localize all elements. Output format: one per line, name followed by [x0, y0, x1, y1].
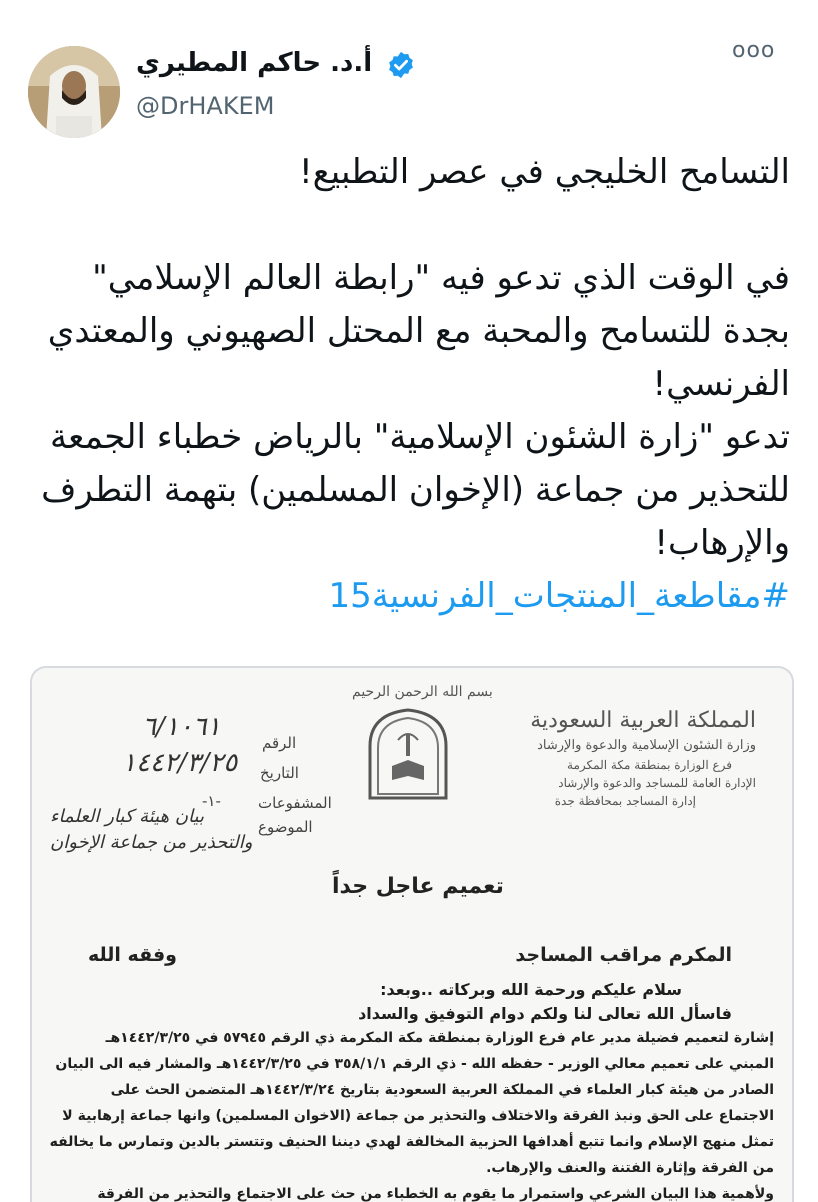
field-label: التاريخ — [260, 764, 299, 782]
field-label: الموضوع — [258, 818, 313, 836]
body-line: ولأهمية هذا البيان الشرعي واستمرار ما يقوم به الخطباء من حث على الاجتماع والتحذير من الفرقة — [97, 1186, 774, 1202]
field-label: الرقم — [262, 734, 297, 752]
tweet-paragraph: تدعو "زارة الشئون الإسلامية" بالرياض خطباء الجمعة للتحذير من جماعة (الإخوان المسلمين) بتهمة التطرف والإرهاب! — [41, 417, 790, 563]
tweet-paragraph: في الوقت الذي تدعو فيه "رابطة العالم الإسلامي" بجدة للتسامح والمحبة مع المحتل الصهيوني والمعتدي الفرنسي! — [47, 258, 790, 404]
gov-line: وزارة الشئون الإسلامية والدعوة والإرشاد — [537, 738, 756, 753]
gov-line: فرع الوزارة بمنطقة مكة المكرمة — [567, 758, 732, 772]
ministry-emblem-icon — [362, 706, 454, 802]
body-line: الاجتماع على الحق ونبذ الفرقة والاختلاف والتحذير من جماعة (الاخوان المسلمين) وانها جماعة إرهابية لا — [62, 1108, 774, 1124]
avatar[interactable] — [28, 46, 120, 138]
user-handle[interactable]: @DrHAKEM — [136, 92, 275, 120]
body-line: سلام عليكم ورحمة الله وبركاته ..وبعد: — [380, 980, 682, 999]
field-value: -١- — [202, 792, 221, 810]
basmala: بسم الله الرحمن الرحيم — [352, 684, 493, 700]
body-line: فاسأل الله تعالى لنا ولكم دوام التوفيق والسداد — [358, 1004, 732, 1023]
field-label: المشفوعات — [258, 794, 332, 812]
gov-line: المملكة العربية السعودية — [530, 708, 756, 733]
gov-line: إدارة المساجد بمحافظة جدة — [554, 794, 696, 808]
body-line: من الفرقة وإثارة الفتنة والعنف والإرهاب. — [486, 1160, 774, 1176]
verified-badge-icon — [386, 50, 416, 80]
field-value: بيان هيئة كبار العلماء — [50, 806, 204, 827]
tweet-header — [0, 18, 818, 128]
blessing: وفقه الله — [88, 944, 177, 966]
body-line: الصادر من هيئة كبار العلماء في المملكة العربية السعودية بتاريخ ١٤٤٢/٣/٢٤هـ المتضمن الحث على — [110, 1082, 774, 1098]
body-line: تمثل منهج الإسلام وانما تتبع أهدافها الحزبية المخالفة لهدي ديننا الحنيف وتتستر بالدين وتمارس ما يخالفه — [49, 1134, 774, 1150]
more-options-icon[interactable]: ooo — [732, 38, 776, 63]
gov-line: الإدارة العامة للمساجد والدعوة والإرشاد — [558, 776, 756, 790]
tweet-text — [30, 146, 790, 623]
avatar-image — [28, 46, 120, 138]
body-line: إشارة لتعميم فضيلة مدير عام فرع الوزارة بمنطقة مكة المكرمة ذي الرقم ٥٧٩٤٥ في ١٤٤٢/٣/٢٥هـ — [105, 1030, 774, 1046]
field-value: ٦/١٠٦١ — [142, 712, 221, 742]
display-name[interactable]: أ.د. حاكم المطيري — [136, 48, 373, 78]
circular-title: تعميم عاجل جداً — [332, 874, 504, 899]
field-value: ١٤٤٢/٣/٢٥ — [122, 748, 238, 778]
body-line: المبني على تعميم معالي الوزير - حفظه الله - ذي الرقم ٣٥٨/١/١ في ١٤٤٢/٣/٢٥هـ والمشار فيه الى البيان — [55, 1056, 774, 1072]
addressee: المكرم مراقب المساجد — [515, 944, 732, 966]
attached-document-image[interactable] — [30, 666, 794, 1202]
field-value: والتحذير من جماعة الإخوان — [50, 832, 253, 853]
tweet-line: التسامح الخليجي في عصر التطبيع! — [298, 152, 790, 192]
hashtag-link[interactable]: #مقاطعة_المنتجات_الفرنسية15 — [328, 576, 790, 616]
